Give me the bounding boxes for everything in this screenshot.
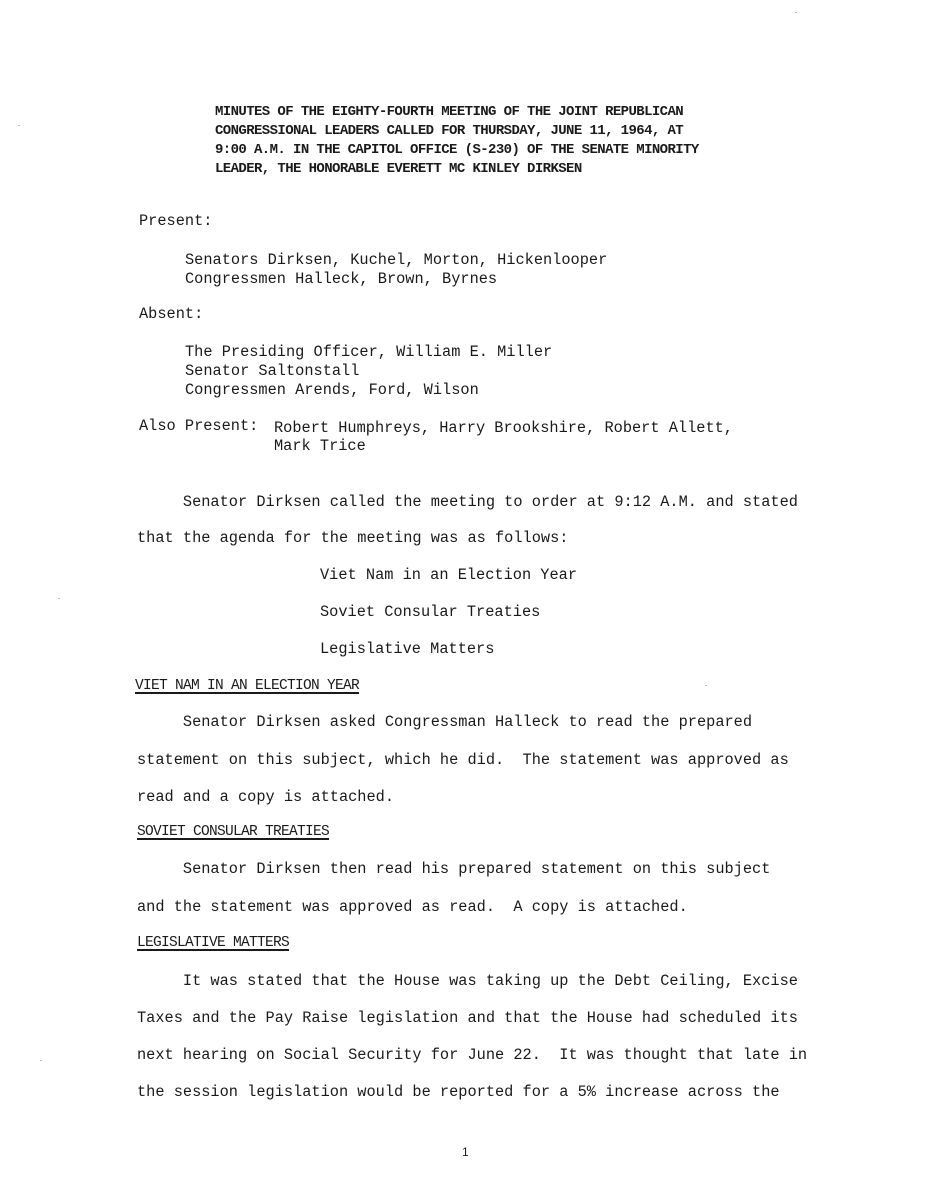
section-line: Taxes and the Pay Raise legislation and that the House had scheduled its [137,1009,798,1027]
section-line: Senator Dirksen then read his prepared statement on this subject [137,860,771,878]
section-line: It was stated that the House was taking up the Debt Ceiling, Excise [137,972,798,990]
section-heading-soviet-treaties: SOVIET CONSULAR TREATIES [137,824,330,840]
scan-speck [58,598,60,599]
section-line: statement on this subject, which he did. The statement was approved as [137,751,789,769]
scan-speck [705,685,707,686]
section-line: the session legislation would be reported for a 5% increase across the [137,1083,780,1101]
scan-speck [795,12,797,13]
section-line: Senator Dirksen asked Congressman Halleck to read the prepared [137,713,753,731]
absent-line: Senator Saltonstall [185,362,360,380]
title-line: CONGRESSIONAL LEADERS CALLED FOR THURSDAY, JUNE 11, 1964, AT [215,123,684,139]
title-line: 9:00 A.M. IN THE CAPITOL OFFICE (S-230) OF THE SENATE MINORITY [215,142,699,158]
present-line: Congressmen Halleck, Brown, Byrnes [185,270,498,288]
intro-line: that the agenda for the meeting was as follows: [137,529,569,547]
also-present-label: Also Present: [139,417,259,435]
agenda-item: Viet Nam in an Election Year [320,566,578,584]
present-label: Present: [139,212,213,230]
title-line: LEADER, THE HONORABLE EVERETT MC KINLEY DIRKSEN [215,161,582,177]
also-present-line: Mark Trice [274,437,366,455]
section-heading-legislative-matters: LEGISLATIVE MATTERS [137,935,290,951]
agenda-item: Soviet Consular Treaties [320,603,541,621]
title-line: MINUTES OF THE EIGHTY-FOURTH MEETING OF THE JOINT REPUBLICAN [215,104,684,120]
section-line: next hearing on Social Security for June 22. It was thought that late in [137,1046,808,1064]
page-number: 1 [462,1145,469,1159]
present-line: Senators Dirksen, Kuchel, Morton, Hickenlooper [185,251,608,269]
section-line: and the statement was approved as read. A copy is attached. [137,898,688,916]
section-heading-viet-nam: VIET NAM IN AN ELECTION YEAR [135,678,360,694]
scan-speck [18,125,20,126]
intro-line: Senator Dirksen called the meeting to order at 9:12 A.M. and stated [137,493,798,511]
section-line: read and a copy is attached. [137,788,395,806]
absent-line: The Presiding Officer, William E. Miller [185,343,553,361]
scan-speck [40,1060,42,1061]
absent-label: Absent: [139,305,204,323]
absent-line: Congressmen Arends, Ford, Wilson [185,381,479,399]
also-present-line: Robert Humphreys, Harry Brookshire, Robert Allett, [274,419,733,437]
agenda-item: Legislative Matters [320,640,495,658]
